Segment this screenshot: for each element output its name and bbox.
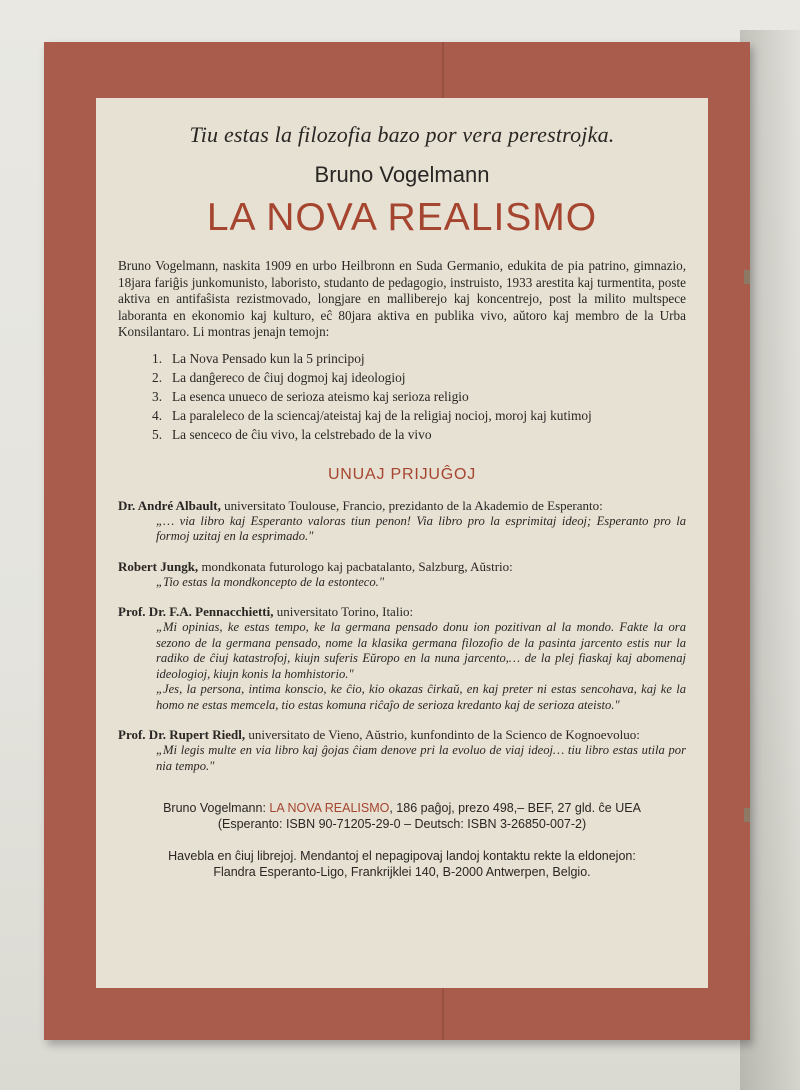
review-pennacchietti: [118, 604, 686, 713]
reviewer: [118, 498, 686, 514]
staple-top: [744, 270, 750, 284]
quote-text: „Mi opinias, ke estas tempo, ke la germana pensado donu ion pozitivan al la mondo. Fakte la ora sezono de la germana pensado, nome la klasika germana filozofio de la pasinta jarcento estis nur la radiko de ĉiuj katastrofoj, kiujn suferis Eŭropo en la nuna jarcento,… de la plej fiaskaj kaj abomenaj ideologioj, kiujn konis la homhistorio.": [156, 620, 686, 681]
content-panel: [96, 98, 708, 988]
quote-text: „Mi legis multe en via libro kaj ĝojas ĉiam denove pri la evoluo de viaj ideoj… tiu libro estas utila por nia tempo.": [156, 743, 686, 773]
publisher-address: Flandra Esperanto-Ligo, Frankrijklei 140, B-2000 Antwerpen, Belgio.: [213, 865, 591, 879]
quote-text: „Tio estas la mondkoncepto de la estonteco.": [156, 574, 385, 589]
topic-number: 1.: [152, 350, 163, 366]
book-title: LA NOVA REALISMO: [206, 196, 598, 239]
availability-info: [118, 848, 686, 880]
topic-list: [118, 349, 686, 444]
topic-item: [152, 368, 686, 387]
reviewer: [118, 604, 686, 620]
order-line: [118, 800, 686, 816]
topic-item: [152, 406, 686, 425]
reviewer-affiliation: universitato Torino, Italio:: [273, 604, 414, 619]
reviewer-name: Dr. André Albault,: [118, 497, 221, 513]
topic-text: La senceco de ĉiu vivo, la celstrebado de la vivo: [172, 426, 432, 442]
topic-number: 4.: [152, 407, 163, 423]
topic-item: [152, 349, 686, 368]
quote-text: „… via libro kaj Esperanto valoras tiun penon! Via libro pro la esprimitaj ideoj; Esperanto pro la formoj uzitaj en la esprimado.": [156, 513, 686, 543]
topic-item: [152, 425, 686, 444]
reviewer-affiliation: universitato de Vieno, Aŭstrio, kunfondinto de la Scienco de Kognoevoluo:: [245, 727, 640, 742]
reviewer-name: Robert Jungk,: [118, 558, 199, 574]
reviewer: [118, 559, 686, 575]
topic-number: 5.: [152, 426, 163, 442]
topic-number: 2.: [152, 369, 163, 385]
reviews-heading: UNUAJ PRIJUĜOJ: [327, 465, 477, 483]
tagline: Tiu estas la filozofia bazo por vera perestrojka.: [189, 122, 615, 147]
availability-line: Havebla en ĉiuj librejoj. Mendantoj el nepagipovaj landoj kontaktu rekte la eldonejon:: [168, 849, 636, 863]
author-name: Bruno Vogelmann: [314, 162, 490, 187]
topic-text: La esenca unueco de serioza ateismo kaj serioza religio: [172, 388, 469, 404]
topic-text: La paraleleco de la sciencaj/ateistaj kaj de la religiaj nocioj, moroj kaj kutimoj: [172, 407, 592, 423]
booklet-back-cover: [44, 42, 750, 1040]
topic-item: [152, 387, 686, 406]
topic-text: La danĝereco de ĉiuj dogmoj kaj ideologioj: [172, 369, 406, 385]
reviewer-name: Prof. Dr. F.A. Pennacchietti,: [118, 604, 274, 619]
reviewer-affiliation: universitato Toulouse, Francio, prezidanto de la Akademio de Esperanto:: [220, 497, 603, 513]
review-riedl: [118, 727, 686, 774]
order-details: , 186 paĝoj, prezo 498,– BEF, 27 gld. ĉe UEA: [389, 801, 641, 815]
order-book-title: LA NOVA REALISMO: [269, 801, 390, 815]
review-quote: [118, 575, 686, 591]
review-jungk: [118, 559, 686, 591]
topic-text: La Nova Pensado kun la 5 principoj: [172, 350, 365, 366]
reviewer-affiliation: mondkonata futurologo kaj pacbatalanto, Salzburg, Aŭstrio:: [198, 558, 513, 574]
staple-bottom: [744, 808, 750, 822]
review-quote: [118, 743, 686, 774]
isbn-line: (Esperanto: ISBN 90-71205-29-0 – Deutsch: ISBN 3-26850-007-2): [217, 817, 587, 831]
topic-number: 3.: [152, 388, 163, 404]
reviewer: [118, 727, 686, 743]
order-info: [118, 800, 686, 832]
author-biography: Bruno Vogelmann, naskita 1909 en urbo Heilbronn en Suda Germanio, edukita de pia patrino, gimnazio, 18jara fariĝis junkomunisto, laboristo, studanto de pedagogio, instruisto, 1933 arestita kaj turmentita, poste aktiva en antifaŝista rezistmovado, longjare en malliberejo kaj koncentrejo, post la milito multspece laboranta en ekonomio kaj kulturo, eĉ 80jara aktiva en publika vivo, aŭtoro kaj membro de la Urba Konsilantaro. Li montras jenajn temojn:: [118, 258, 686, 339]
quote-text-second: „Jes, la persona, intima konscio, ke ĉio, kio okazas ĉirkaŭ, en kaj preter ni estas sencohava, kaj ke la homo ne estas memcela, tio estas komuna riĉaĵo de serioza kredanto kaj de serioza ateisto.": [156, 682, 686, 712]
review-quote: [118, 620, 686, 713]
review-quote: [118, 514, 686, 545]
review-albault: [118, 498, 686, 545]
reviewer-name: Prof. Dr. Rupert Riedl,: [118, 727, 246, 742]
order-prefix: Bruno Vogelmann:: [163, 801, 270, 815]
